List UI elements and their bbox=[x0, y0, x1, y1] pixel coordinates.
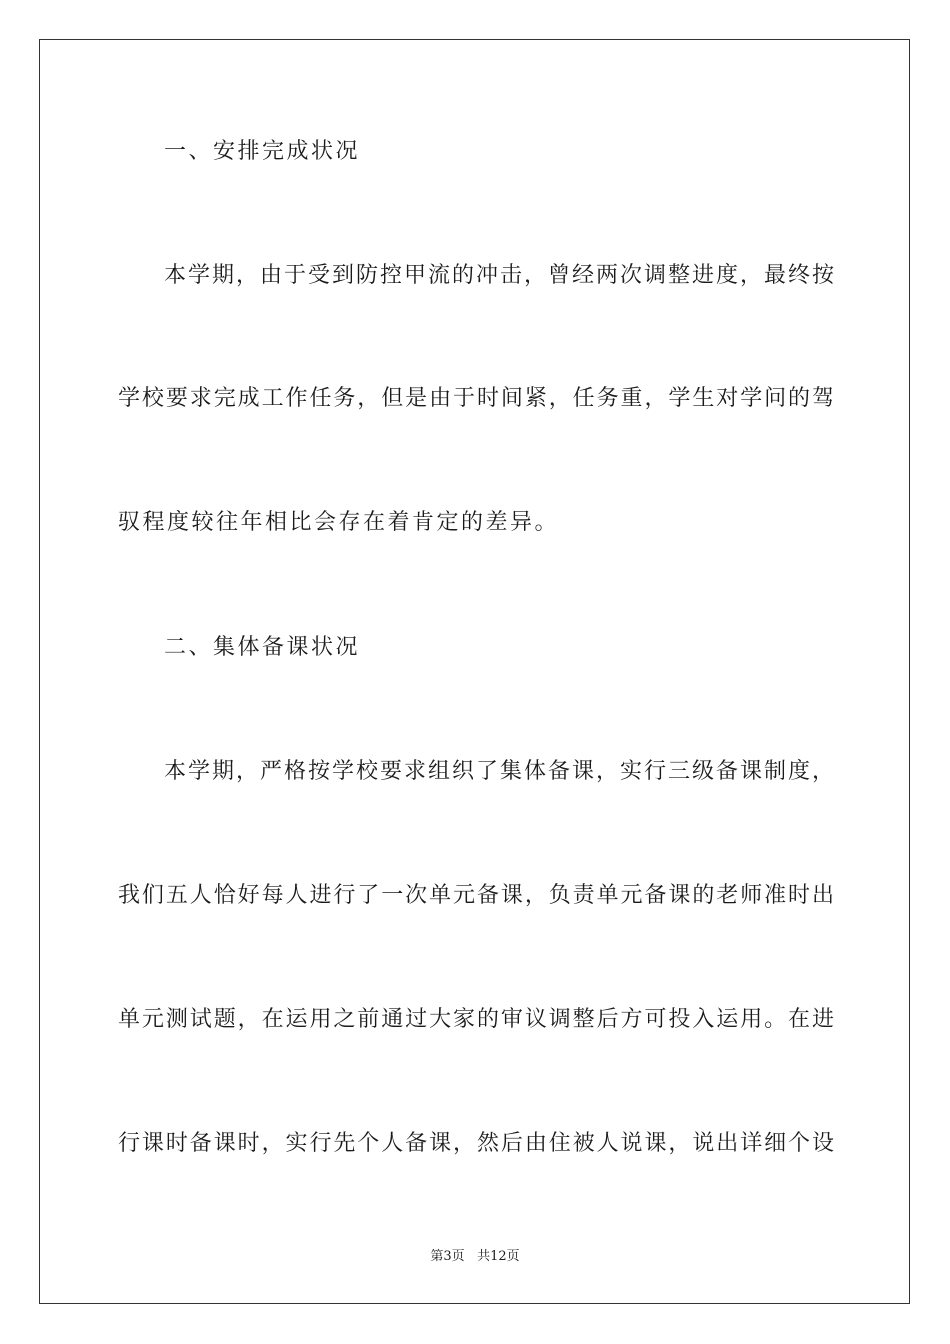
section2-paragraph-line-1: 本学期，严格按学校要求组织了集体备课，实行三级备课制度， bbox=[164, 759, 834, 784]
section2-paragraph-line-4: 行课时备课时，实行先个人备课，然后由住被人说课，说出详细个设 bbox=[118, 1131, 834, 1156]
section2-paragraph-line-2: 我们五人恰好每人进行了一次单元备课，负责单元备课的老师准时出 bbox=[118, 883, 834, 908]
section1-paragraph-line-2: 学校要求完成工作任务，但是由于时间紧，任务重，学生对学问的驾 bbox=[118, 386, 834, 411]
page-footer bbox=[0, 1248, 950, 1266]
page-border bbox=[39, 39, 910, 1304]
section1-paragraph-line-3: 驭程度较往年相比会存在着肯定的差异。 bbox=[118, 510, 560, 535]
section2-paragraph-line-3: 单元测试题，在运用之前通过大家的审议调整后方可投入运用。在进 bbox=[118, 1007, 834, 1032]
page-total: 共12页 bbox=[477, 1249, 520, 1264]
section1-heading: 一、安排完成状况 bbox=[164, 139, 361, 164]
section1-paragraph-line-1: 本学期，由于受到防控甲流的冲击，曾经两次调整进度，最终按 bbox=[164, 263, 834, 288]
section2-heading: 二、集体备课状况 bbox=[164, 635, 361, 660]
page-number: 第3页 bbox=[430, 1249, 465, 1264]
